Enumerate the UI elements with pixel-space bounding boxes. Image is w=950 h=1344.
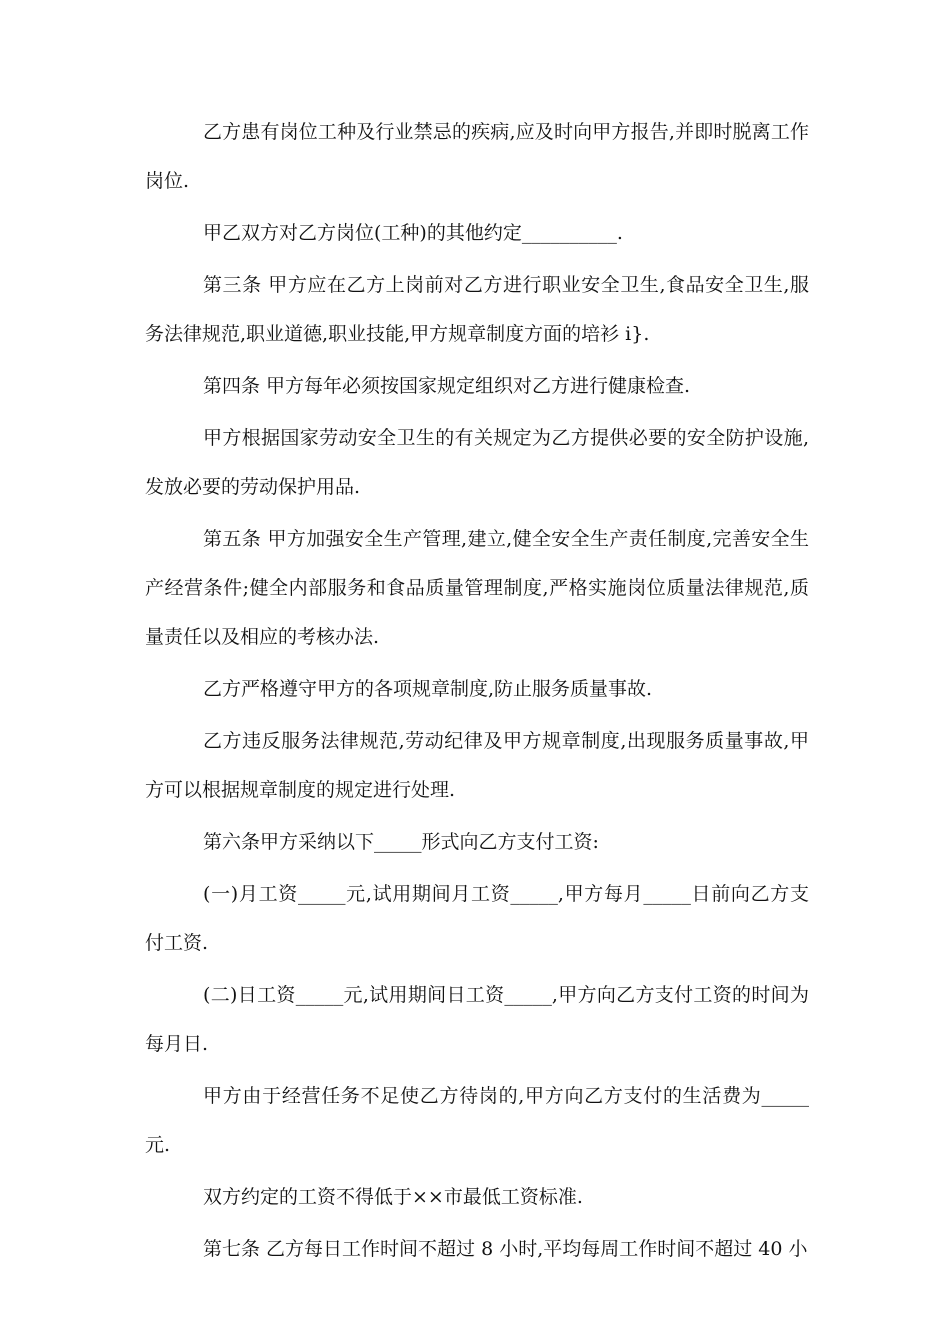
paragraph-comply-rules: 乙方严格遵守甲方的各项规章制度,防止服务质量事故. (203, 678, 653, 700)
document-body (145, 108, 809, 1277)
paragraph-article-5: 第五条 甲方加强安全生产管理,建立,健全安全生产责任制度,完善安全生产经营条件;健全内部服务和食品质量管理制度,严格实施岗位质量法律规范,质量责任以及相应的考核办法. (145, 528, 809, 648)
paragraph-minimum-wage: 双方约定的工资不得低于××市最低工资标准. (203, 1186, 583, 1208)
paragraph-illness-report: 乙方患有岗位工种及行业禁忌的疾病,应及时向甲方报告,并即时脱离工作岗位. (145, 121, 809, 192)
paragraph-standby-allowance: 甲方由于经营任务不足使乙方待岗的,甲方向乙方支付的生活费为_____元. (145, 1085, 809, 1156)
paragraph-daily-wage: (二)日工资_____元,试用期间日工资_____,甲方向乙方支付工资的时间为每月日. (145, 984, 809, 1055)
paragraph-violation-handling: 乙方违反服务法律规范,劳动纪律及甲方规章制度,出现服务质量事故,甲方可以根据规章制度的规定进行处理. (145, 730, 809, 801)
paragraph-article-4: 第四条 甲方每年必须按国家规定组织对乙方进行健康检查. (203, 375, 691, 397)
paragraph-article-6: 第六条甲方采纳以下_____形式向乙方支付工资: (203, 831, 599, 853)
paragraph-monthly-wage: (一)月工资_____元,试用期间月工资_____,甲方每月_____日前向乙方支付工资. (145, 883, 809, 954)
paragraph-safety-facilities: 甲方根据国家劳动安全卫生的有关规定为乙方提供必要的安全防护设施,发放必要的劳动保护用品. (145, 427, 809, 498)
paragraph-other-agreement: 甲乙双方对乙方岗位(工种)的其他约定__________. (203, 222, 623, 244)
paragraph-article-7: 第七条 乙方每日工作时间不超过 8 小时,平均每周工作时间不超过 40 小 (203, 1238, 808, 1260)
paragraph-article-3: 第三条 甲方应在乙方上岗前对乙方进行职业安全卫生,食品安全卫生,服务法律规范,职业道德,职业技能,甲方规章制度方面的培衫 i}. (145, 274, 809, 345)
